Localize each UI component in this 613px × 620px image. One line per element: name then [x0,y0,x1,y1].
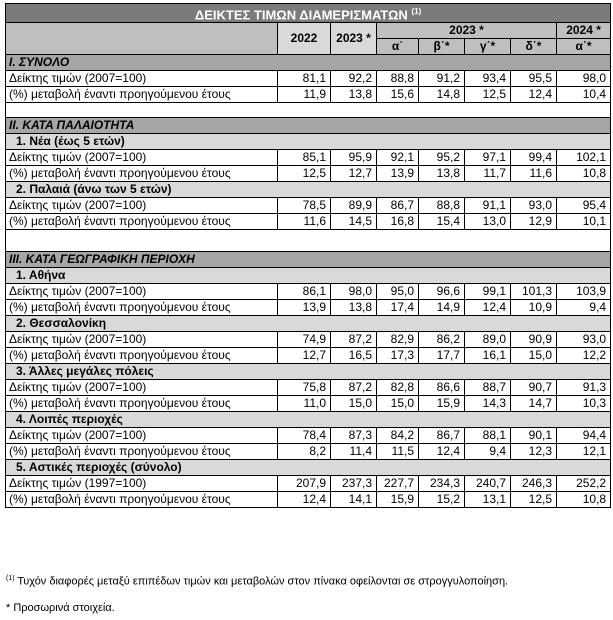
value-cell: 99,4 [511,150,557,166]
header-year-2022: 2022 [278,23,331,55]
group-title: 2. Παλαιά (άνω των 5 ετών) [6,182,611,198]
value-cell: 97,1 [465,150,511,166]
value-cell: 12,1 [557,444,611,460]
value-cell: 90,1 [511,428,557,444]
value-cell: 12,5 [511,492,557,508]
value-cell: 13,9 [278,300,331,316]
header-quarters-2023: 2023 * [377,23,557,39]
value-cell: 13,8 [331,300,377,316]
price-index-table [5,3,611,508]
value-cell: 98,0 [557,71,611,87]
value-cell: 88,1 [465,428,511,444]
value-cell: 95,5 [511,71,557,87]
section-header [6,252,611,268]
value-cell: 78,5 [278,198,331,214]
value-cell: 84,2 [377,428,419,444]
value-cell: 99,1 [465,284,511,300]
value-cell: 9,4 [557,300,611,316]
value-cell: 12,2 [557,348,611,364]
group-title: 4. Λοιπές περιοχές [6,412,611,428]
value-cell: 240,7 [465,476,511,492]
value-cell: 11,6 [511,166,557,182]
data-row [6,492,611,508]
row-label: Δείκτης τιμών (2007=100) [6,380,278,396]
value-cell: 96,6 [419,284,465,300]
value-cell: 94,4 [557,428,611,444]
section-header [6,118,611,134]
value-cell: 15,9 [419,396,465,412]
value-cell: 103,9 [557,284,611,300]
value-cell: 10,4 [557,87,611,103]
row-label: Δείκτης τιμών (2007=100) [6,428,278,444]
value-cell: 13,8 [331,87,377,103]
value-cell: 91,2 [419,71,465,87]
spacer-row [6,103,611,118]
footnote-mark: (1) [6,575,15,582]
value-cell: 95,4 [557,198,611,214]
row-label: (%) μεταβολή έναντι προηγούμενου έτους [6,166,278,182]
value-cell: 88,7 [465,380,511,396]
value-cell: 88,8 [419,198,465,214]
data-row [6,444,611,460]
header-q1-2023: α΄ [377,39,419,55]
value-cell: 95,0 [377,284,419,300]
value-cell: 15,2 [419,492,465,508]
value-cell: 12,7 [278,348,331,364]
value-cell: 234,3 [419,476,465,492]
header-row-years [6,23,611,39]
header-q1-2024: α΄* [557,39,611,55]
group-header [6,182,611,198]
value-cell: 91,1 [465,198,511,214]
value-cell: 92,1 [377,150,419,166]
value-cell: 9,4 [465,444,511,460]
value-cell: 86,2 [419,332,465,348]
value-cell: 15,9 [377,492,419,508]
row-label: (%) μεταβολή έναντι προηγούμενου έτους [6,214,278,230]
value-cell: 82,9 [377,332,419,348]
value-cell: 11,5 [377,444,419,460]
row-label: (%) μεταβολή έναντι προηγούμενου έτους [6,396,278,412]
value-cell: 86,7 [419,428,465,444]
value-cell: 74,9 [278,332,331,348]
spacer-cell [6,230,611,252]
data-row [6,348,611,364]
group-header [6,134,611,150]
value-cell: 93,4 [465,71,511,87]
value-cell: 14,9 [419,300,465,316]
value-cell: 11,7 [465,166,511,182]
value-cell: 93,0 [511,198,557,214]
group-title: 1. Νέα (έως 5 ετών) [6,134,611,150]
data-row [6,476,611,492]
value-cell: 89,0 [465,332,511,348]
data-row [6,87,611,103]
value-cell: 13,0 [465,214,511,230]
value-cell: 10,8 [557,166,611,182]
value-cell: 87,2 [331,332,377,348]
value-cell: 13,8 [419,166,465,182]
value-cell: 78,4 [278,428,331,444]
value-cell: 12,4 [511,87,557,103]
value-cell: 14,3 [465,396,511,412]
data-row [6,214,611,230]
section-header [6,55,611,71]
row-label: Δείκτης τιμών (1997=100) [6,476,278,492]
value-cell: 11,9 [278,87,331,103]
value-cell: 237,3 [331,476,377,492]
value-cell: 14,5 [331,214,377,230]
row-label: Δείκτης τιμών (2007=100) [6,332,278,348]
row-label: Δείκτης τιμών (2007=100) [6,198,278,214]
footnote-rounding [6,575,508,588]
data-row [6,396,611,412]
group-title: 2. Θεσσαλονίκη [6,316,611,332]
value-cell: 12,4 [419,444,465,460]
value-cell: 246,3 [511,476,557,492]
value-cell: 95,9 [331,150,377,166]
group-header [6,316,611,332]
value-cell: 95,2 [419,150,465,166]
data-row [6,380,611,396]
value-cell: 15,6 [377,87,419,103]
spacer-cell [6,103,611,118]
value-cell: 88,8 [377,71,419,87]
value-cell: 87,3 [331,428,377,444]
header-blank-cell [6,23,278,55]
value-cell: 12,4 [465,300,511,316]
value-cell: 207,9 [278,476,331,492]
title-text: ΔΕΙΚΤΕΣ ΤΙΜΩΝ ΔΙΑΜΕΡΙΣΜΑΤΩΝ [194,7,408,23]
row-label: Δείκτης τιμών (2007=100) [6,284,278,300]
value-cell: 87,2 [331,380,377,396]
row-label: (%) μεταβολή έναντι προηγούμενου έτους [6,300,278,316]
footnote-provisional: * Προσωρινά στοιχεία. [6,602,115,614]
value-cell: 16,5 [331,348,377,364]
group-title: 3. Άλλες μεγάλες πόλεις [6,364,611,380]
value-cell: 11,6 [278,214,331,230]
value-cell: 16,8 [377,214,419,230]
value-cell: 86,1 [278,284,331,300]
value-cell: 12,3 [511,444,557,460]
value-cell: 14,8 [419,87,465,103]
value-cell: 15,0 [377,396,419,412]
title-note: (1) [411,7,422,16]
table-title [6,4,611,23]
value-cell: 75,8 [278,380,331,396]
value-cell: 14,7 [511,396,557,412]
data-row [6,198,611,214]
value-cell: 17,4 [377,300,419,316]
value-cell: 93,0 [557,332,611,348]
header-q3-2023: γ΄* [465,39,511,55]
value-cell: 8,2 [278,444,331,460]
footnote-rounding-text: Τυχόν διαφορές μεταξύ επιπέδων τιμών και μεταβολών στον πίνακα οφείλονται σε στρογγυλοποίηση. [17,575,509,588]
value-cell: 89,9 [331,198,377,214]
value-cell: 15,0 [331,396,377,412]
value-cell: 15,0 [511,348,557,364]
value-cell: 10,8 [557,492,611,508]
value-cell: 15,4 [419,214,465,230]
row-label: (%) μεταβολή έναντι προηγούμενου έτους [6,492,278,508]
value-cell: 252,2 [557,476,611,492]
value-cell: 12,5 [278,166,331,182]
value-cell: 13,9 [377,166,419,182]
table-body [6,4,611,508]
value-cell: 13,1 [465,492,511,508]
group-header [6,268,611,284]
group-title: 5. Αστικές περιοχές (σύνολο) [6,460,611,476]
value-cell: 81,1 [278,71,331,87]
value-cell: 12,5 [465,87,511,103]
value-cell: 17,3 [377,348,419,364]
value-cell: 86,7 [377,198,419,214]
value-cell: 91,3 [557,380,611,396]
value-cell: 92,2 [331,71,377,87]
section-title: III. ΚΑΤΑ ΓΕΩΓΡΑΦΙΚΗ ΠΕΡΙΟΧΗ [6,252,611,268]
value-cell: 90,7 [511,380,557,396]
value-cell: 10,1 [557,214,611,230]
group-title: 1. Αθήνα [6,268,611,284]
data-row [6,166,611,182]
value-cell: 227,7 [377,476,419,492]
header-year-2023: 2023 * [331,23,377,55]
row-label: Δείκτης τιμών (2007=100) [6,150,278,166]
value-cell: 85,1 [278,150,331,166]
table-title-row [6,4,611,23]
data-row [6,284,611,300]
value-cell: 10,3 [557,396,611,412]
group-header [6,460,611,476]
value-cell: 12,4 [278,492,331,508]
row-label: (%) μεταβολή έναντι προηγούμενου έτους [6,87,278,103]
value-cell: 12,7 [331,166,377,182]
value-cell: 17,7 [419,348,465,364]
data-row [6,332,611,348]
value-cell: 101,3 [511,284,557,300]
value-cell: 102,1 [557,150,611,166]
group-header [6,412,611,428]
data-row [6,71,611,87]
value-cell: 12,9 [511,214,557,230]
header-quarters-2024: 2024 * [557,23,611,39]
section-title: II. ΚΑΤΑ ΠΑΛΑΙΟΤΗΤΑ [6,118,611,134]
header-q4-2023: δ΄* [511,39,557,55]
group-header [6,364,611,380]
data-row [6,428,611,444]
value-cell: 86,6 [419,380,465,396]
value-cell: 82,8 [377,380,419,396]
value-cell: 90,9 [511,332,557,348]
value-cell: 11,4 [331,444,377,460]
spacer-row [6,230,611,252]
value-cell: 11,0 [278,396,331,412]
header-q2-2023: β΄* [419,39,465,55]
row-label: (%) μεταβολή έναντι προηγούμενου έτους [6,348,278,364]
value-cell: 10,9 [511,300,557,316]
row-label: (%) μεταβολή έναντι προηγούμενου έτους [6,444,278,460]
value-cell: 16,1 [465,348,511,364]
value-cell: 14,1 [331,492,377,508]
section-title: I. ΣΥΝΟΛΟ [6,55,611,71]
value-cell: 98,0 [331,284,377,300]
data-row [6,300,611,316]
row-label: Δείκτης τιμών (2007=100) [6,71,278,87]
data-row [6,150,611,166]
